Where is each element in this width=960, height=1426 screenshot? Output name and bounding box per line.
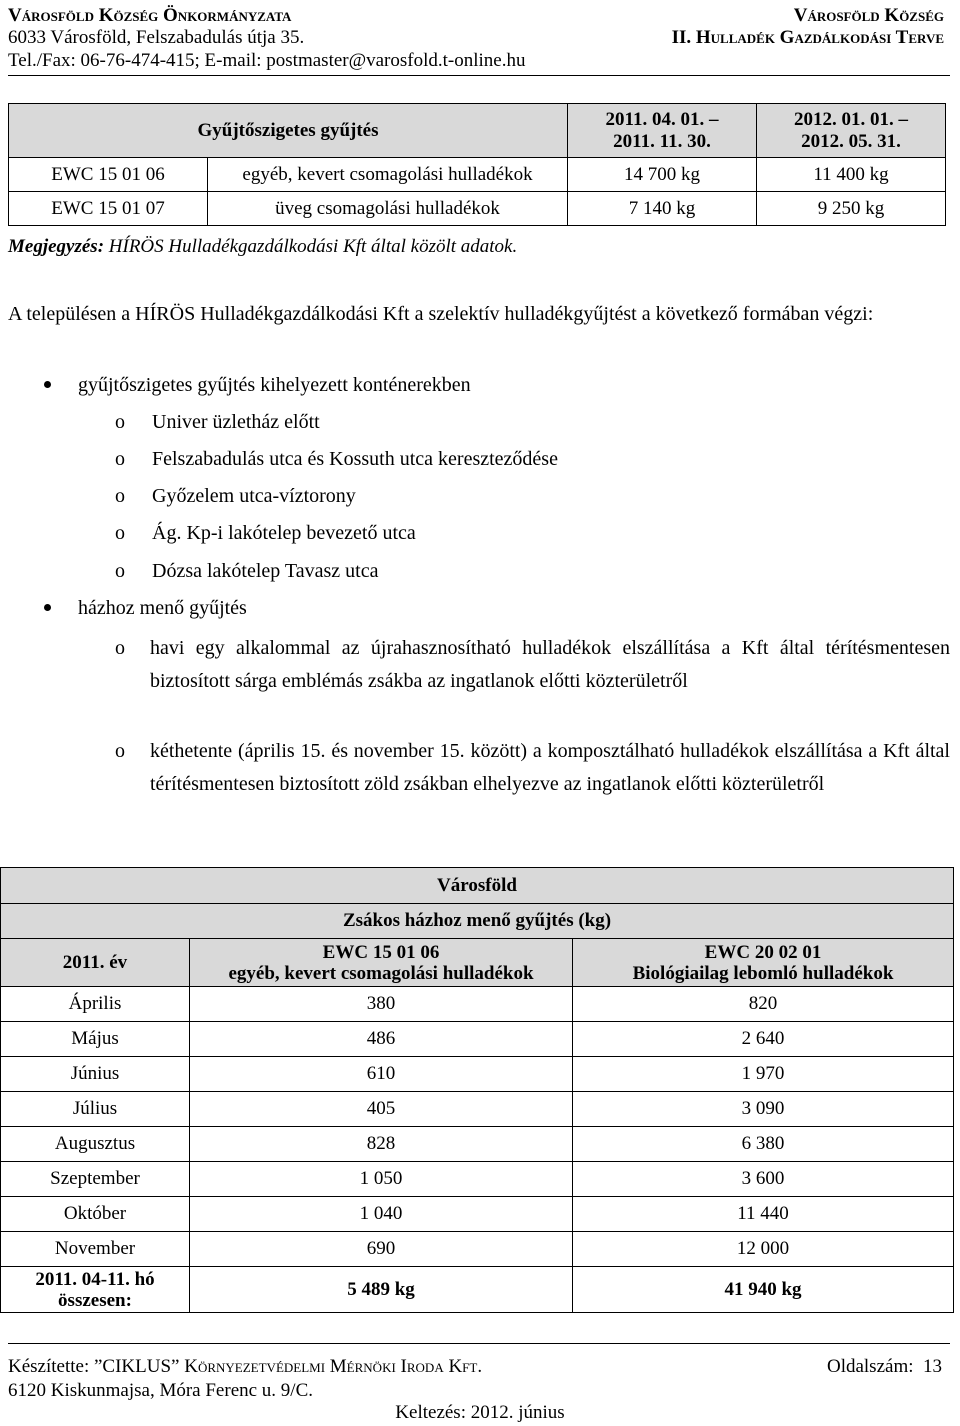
sub-marker: o <box>115 485 125 507</box>
table-row: EWC 15 01 07 üveg csomagolási hulladékok 7 140 kg 9 250 kg <box>9 192 946 226</box>
sub-marker: o <box>115 560 125 582</box>
table2-title: Városföld <box>1 868 954 904</box>
table-row: Augusztus 828 6 380 <box>1 1127 954 1162</box>
table-row: EWC 15 01 06 egyéb, kevert csomagolási hulladékok 14 700 kg 11 400 kg <box>9 158 946 192</box>
list-item: kéthetente (április 15. és november 15. között) a komposztálható hulladékok elszállítása a Kft által térítésmentesen biztosított zöld zsákban elhelyezve az ingatlanok előtti közterületről <box>150 740 950 795</box>
footer-date: Keltezés: 2012. június <box>395 1402 565 1423</box>
org-name: Városföld Község Önkormányzata <box>8 5 292 26</box>
bag-collection-table <box>0 867 954 1313</box>
list-item: gyűjtőszigetes gyűjtés kihelyezett konténerekben <box>78 374 471 396</box>
sub-marker: o <box>115 448 125 470</box>
list-item: havi egy alkalommal az újrahasznosítható hulladékok elszállítása a Kft által térítésmentesen biztosított sárga emblémás zsákba az ingatlanok előtti közterületről <box>150 637 950 692</box>
table-row: Június 610 1 970 <box>1 1057 954 1092</box>
list-item: Győzelem utca-víztorony <box>152 485 356 507</box>
table2-subtitle: Zsákos házhoz menő gyűjtés (kg) <box>1 904 954 939</box>
table1-period1: 2011. 04. 01. – 2011. 11. 30. <box>568 104 757 158</box>
note-label: Megjegyzés: <box>8 236 105 257</box>
footer-address: 6120 Kiskunmajsa, Móra Ferenc u. 9/C. <box>8 1380 314 1401</box>
bullet-icon <box>44 381 51 388</box>
table-row: Szeptember 1 050 3 600 <box>1 1162 954 1197</box>
sub-marker: o <box>115 637 125 659</box>
table2-col1-header: EWC 15 01 06 egyéb, kevert csomagolási hulladékok <box>190 939 573 987</box>
table-row: Október 1 040 11 440 <box>1 1197 954 1232</box>
list-item: Dózsa lakótelep Tavasz utca <box>152 560 379 582</box>
total-value-2: 41 940 kg <box>573 1267 954 1313</box>
table1-period2: 2012. 01. 01. – 2012. 05. 31. <box>757 104 946 158</box>
sub-marker: o <box>115 522 125 544</box>
table1-note <box>8 236 517 258</box>
doc-title: II. Hulladék Gazdálkodási Terve <box>671 27 944 48</box>
footer-author: Készítette: ”CIKLUS” Környezetvédelmi Mérnöki Iroda Kft. <box>8 1356 483 1377</box>
sub-marker: o <box>115 411 125 433</box>
list-item: házhoz menő gyűjtés <box>78 597 247 619</box>
list-item: Ág. Kp-i lakótelep bevezető utca <box>152 522 416 544</box>
list-item: Felszabadulás utca és Kossuth utca kereszteződése <box>152 448 558 470</box>
org-contact: Tel./Fax: 06-76-474-415; E-mail: postmaster@varosfold.t-online.hu <box>8 50 526 71</box>
header-rule <box>8 75 950 76</box>
collection-point-table <box>8 103 946 226</box>
total-label: 2011. 04-11. hó összesen: <box>1 1267 190 1313</box>
sub-marker: o <box>115 740 125 762</box>
table-row: Július 405 3 090 <box>1 1092 954 1127</box>
table-row: November 690 12 000 <box>1 1232 954 1267</box>
doc-municipality: Városföld Község <box>793 5 944 26</box>
footer-rule <box>8 1343 950 1344</box>
table2-col2-header: EWC 20 02 01 Biológiailag lebomló hulladékok <box>573 939 954 987</box>
table-row: Május 486 2 640 <box>1 1022 954 1057</box>
table1-header-label: Gyűjtőszigetes gyűjtés <box>9 104 568 158</box>
total-value-1: 5 489 kg <box>190 1267 573 1313</box>
footer-page: Oldalszám: 13 <box>826 1356 942 1377</box>
org-address: 6033 Városföld, Felszabadulás útja 35. <box>8 27 305 48</box>
table-row: Április 380 820 <box>1 987 954 1022</box>
list-item: Univer üzletház előtt <box>152 411 320 433</box>
total-row <box>1 1267 954 1313</box>
table2-year: 2011. év <box>1 939 190 987</box>
intro-paragraph: A településen a HÍRÖS Hulladékgazdálkodási Kft a szelektív hulladékgyűjtést a következő formában végzi: <box>8 303 874 325</box>
note-text: HÍRÖS Hulladékgazdálkodási Kft által közölt adatok. <box>108 236 518 257</box>
bullet-icon <box>44 604 51 611</box>
